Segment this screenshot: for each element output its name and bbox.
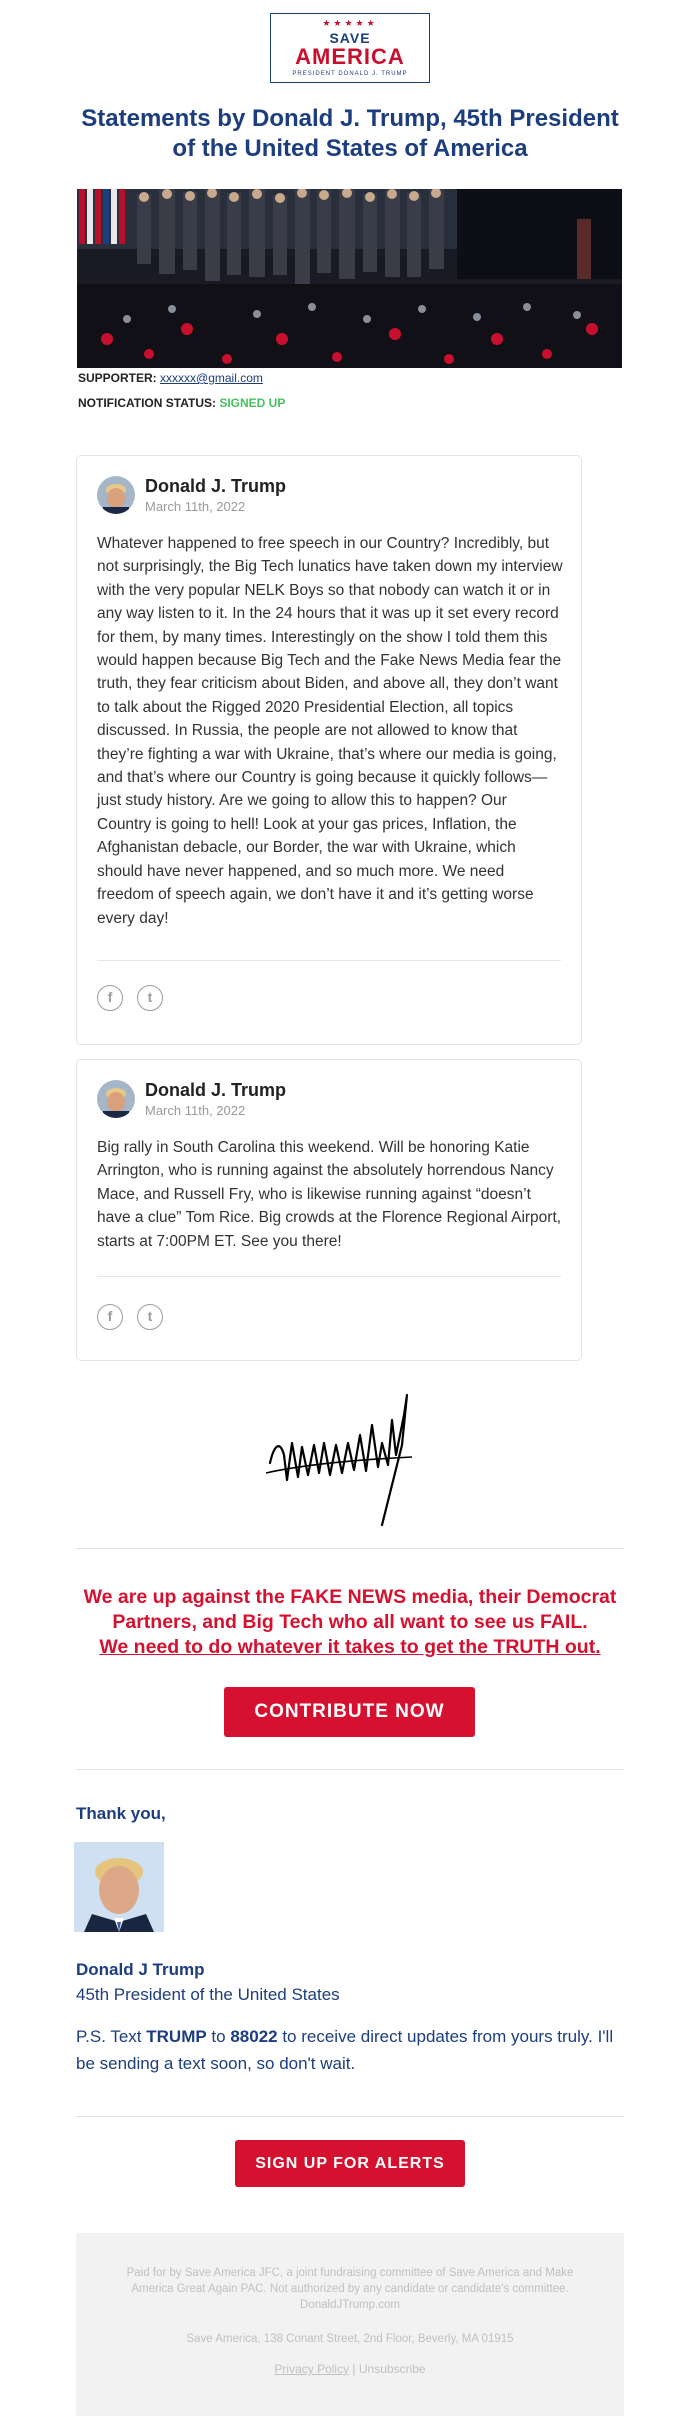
trump-avatar-icon [97, 1080, 135, 1118]
avatar [97, 476, 135, 514]
section-divider [76, 1769, 624, 1770]
footer-separator: | [349, 2362, 359, 2376]
facebook-share-icon[interactable]: f [97, 1304, 123, 1330]
mailing-address: Save America, 138 Conant Street, 2nd Floor, Beverly, MA 01915 [186, 2333, 514, 2345]
logo-america-text: AMERICA [295, 44, 405, 69]
card-divider [97, 960, 561, 961]
postscript [76, 2023, 636, 2077]
appeal-line-2: Partners, and Big Tech who all want to see us FAIL. [112, 1611, 588, 1633]
save-america-logo[interactable] [270, 13, 430, 83]
privacy-policy-link[interactable]: Privacy Policy [274, 2362, 350, 2376]
paid-for-disclaimer: Paid for by Save America JFC, a joint fundraising committee of Save America and Make America Great Again PAC. Not authorized by any candidate or candidate's committee. DonaldJTrump.com [126, 2267, 574, 2311]
unsubscribe-link[interactable]: Unsubscribe [358, 2362, 426, 2376]
post-author: Donald J. Trump [145, 1080, 287, 1100]
logo-save-text: SAVE [329, 30, 371, 46]
email-footer [76, 2233, 624, 2416]
notification-status-value: SIGNED UP [219, 396, 286, 410]
trump-portrait-icon [74, 1842, 164, 1932]
supporter-line [78, 371, 263, 385]
post-body: Big rally in South Carolina this weekend. Will be honoring Katie Arrington, who is running against the absolutely horrendous Nancy Mace, and Russell Fry, who is likewise running against “doesn’t have a clue” Tom Rice. Big crowds at the Florence Regional Airport, starts at 7:00PM ET. See you there! [97, 1139, 562, 1250]
logo-stars: ★★★★★ [322, 18, 378, 28]
statement-card [76, 455, 582, 1045]
ps-keyword: TRUMP [146, 2027, 207, 2046]
statement-card [76, 1059, 582, 1361]
appeal-line-3[interactable]: We need to do whatever it takes to get the TRUTH out. [99, 1636, 601, 1658]
post-body: Whatever happened to free speech in our Country? Incredibly, but not surprisingly, the Big Tech lunatics have taken down my interview with the very popular NELK Boys so that nobody can watch it or in any way listen to it. In the 24 hours that it was up it set every record for them, by many times. Interestingly on the show I told them this would happen because Big Tech and the Fake News Media fear the truth, they fear criticism about Biden, and above all, they don’t want to talk about the Rigged 2020 Presidential Election, all topics discussed. In Russia, the people are not allowed to know that they’re fighting a war with Ukraine, that’s where our media is going, and that’s where our Country is going because it quickly follows—just study history. Are we going to allow this to happen? Our Country is going to hell! Look at your gas prices, Inflation, the Afghanistan debacle, our Border, the war with Ukraine, which should have never happened, and so much more. We need freedom of speech again, we don’t have it and it’s getting worse every day! [97, 535, 563, 927]
signature-image [262, 1385, 432, 1530]
supporter-label: SUPPORTER: [78, 371, 157, 385]
twitter-share-icon[interactable]: t [137, 985, 163, 1011]
rally-crowd-illustration [77, 189, 622, 368]
contribute-now-button[interactable]: CONTRIBUTE NOW [224, 1687, 475, 1737]
facebook-share-icon[interactable]: f [97, 985, 123, 1011]
ps-suffix: to receive direct updates from yours truly. I'll be sending a text soon, so don't wait. [76, 2027, 614, 2073]
ps-mid: to [206, 2027, 231, 2046]
trump-portrait-photo [74, 1842, 164, 1932]
post-date: March 11th, 2022 [145, 1103, 246, 1118]
footer-links [76, 2362, 624, 2376]
avatar [97, 1080, 135, 1118]
signoff-title: 45th President of the United States [76, 1985, 340, 2004]
ps-shortcode: 88022 [230, 2027, 278, 2046]
page-headline: Statements by Donald J. Trump, 45th President of the United States of America [81, 105, 619, 162]
post-author: Donald J. Trump [145, 476, 287, 496]
trump-avatar-icon [97, 476, 135, 514]
sign-up-for-alerts-button[interactable]: SIGN UP FOR ALERTS [235, 2140, 465, 2187]
section-divider [76, 2116, 624, 2117]
notification-status-label: NOTIFICATION STATUS: [78, 396, 216, 410]
logo-subtitle: PRESIDENT DONALD J. TRUMP [292, 71, 408, 77]
thanks-text: Thank you, [76, 1804, 166, 1823]
ps-prefix: P.S. Text [76, 2027, 147, 2046]
notification-status-line [78, 396, 285, 410]
post-date: March 11th, 2022 [145, 499, 246, 514]
supporter-email-link[interactable]: xxxxxx@gmail.com [160, 371, 263, 385]
card-divider [97, 1276, 561, 1277]
section-divider [76, 1548, 624, 1549]
fundraising-appeal [60, 1585, 640, 1660]
appeal-line-1: We are up against the FAKE NEWS media, their Democrat [83, 1586, 617, 1608]
signoff-name: Donald J Trump [76, 1960, 205, 1979]
rally-hero-image [77, 189, 622, 368]
twitter-share-icon[interactable]: t [137, 1304, 163, 1330]
